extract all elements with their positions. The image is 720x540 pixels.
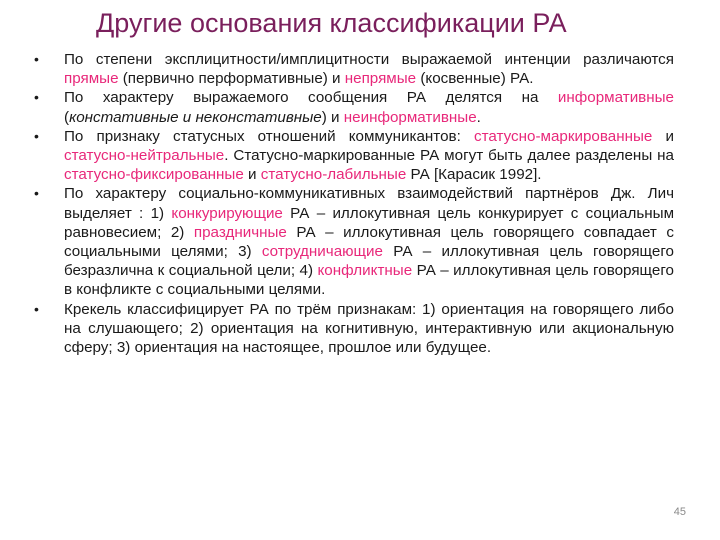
text-segment: РА – иллокутивная цель говорящего совпадает с социальными целями; 3) [64, 223, 674, 261]
highlighted-term: статусно-фиксированные [64, 166, 244, 184]
bullet-text [64, 89, 674, 125]
bullet-item [34, 184, 674, 299]
text-segment: РА – иллокутивная цель говорящего безразлична к социальной цели; 4) [64, 243, 674, 280]
bullet-dot-icon: • [34, 300, 39, 317]
bullet-dot-icon: • [34, 185, 39, 202]
highlighted-term: конкурирующие [171, 204, 283, 222]
text-segment: и [652, 127, 674, 145]
text-segment: ( [64, 108, 70, 126]
text-segment: и [243, 166, 261, 184]
highlighted-term: статусно-маркированные [473, 127, 653, 145]
highlighted-term: сотрудничающие [261, 243, 383, 261]
text-segment: По признаку статусных отношений коммуникантов: [64, 127, 474, 145]
text-segment: Крекель классифицирует РА по трём признакам: 1) ориентация на говорящего либо на слушающего; 2) ориентация на когнитивную, интерактивную или акциональную сферу; 3) ориентация на настоящее, прошлое или будущее. [64, 300, 674, 357]
bullet-list [34, 50, 674, 357]
bullet-dot-icon: • [34, 127, 39, 144]
bullet-item [34, 300, 674, 358]
italic-text: констативные и неконстативные [69, 108, 322, 126]
bullet-text [64, 51, 674, 87]
bullet-item [34, 127, 674, 185]
text-segment: РА [Карасик 1992]. [406, 166, 542, 184]
highlighted-term: праздничные [193, 223, 287, 241]
page-number: 45 [673, 506, 686, 518]
bullet-dot-icon: • [34, 51, 39, 67]
text-segment: По степени эксплицитности/имплицитности выражаемой интенции различаются [64, 51, 674, 68]
bullet-item [34, 88, 674, 126]
highlighted-term: статусно-нейтральные [64, 147, 225, 165]
highlighted-term: статусно-лабильные [260, 166, 407, 184]
highlighted-term: непрямые [344, 70, 417, 88]
text-segment: По характеру выражаемого сообщения РА делятся на [64, 89, 558, 107]
bullet-dot-icon: • [34, 89, 39, 106]
text-segment: (косвенные) РА. [416, 70, 534, 88]
text-segment: (первично перформативные) и [118, 70, 345, 88]
text-segment: По характеру социально-коммуникативных взаимодействий партнёров Дж. Лич выделяет : 1) [64, 185, 674, 222]
text-segment: ) и [321, 108, 344, 126]
text-segment: . Статусно-маркированные РА могут быть далее разделены на [224, 147, 674, 165]
text-segment: РА – иллокутивная цель говорящего в конфликте с социальными целями. [64, 262, 674, 299]
text-segment: . [476, 108, 481, 126]
text-segment: РА – иллокутивная цель конкурирует с социальным равновесием; 2) [64, 204, 675, 241]
slide-title: Другие основания классификации РА [96, 8, 567, 38]
bullet-text [64, 185, 674, 298]
highlighted-term: конфликтные [317, 262, 413, 280]
bullet-item [34, 50, 674, 88]
highlighted-term: информативные [557, 89, 674, 107]
highlighted-term: неинформативные [343, 108, 477, 126]
bullet-text [64, 301, 674, 356]
highlighted-term: прямые [64, 70, 119, 88]
bullet-text [64, 128, 674, 183]
